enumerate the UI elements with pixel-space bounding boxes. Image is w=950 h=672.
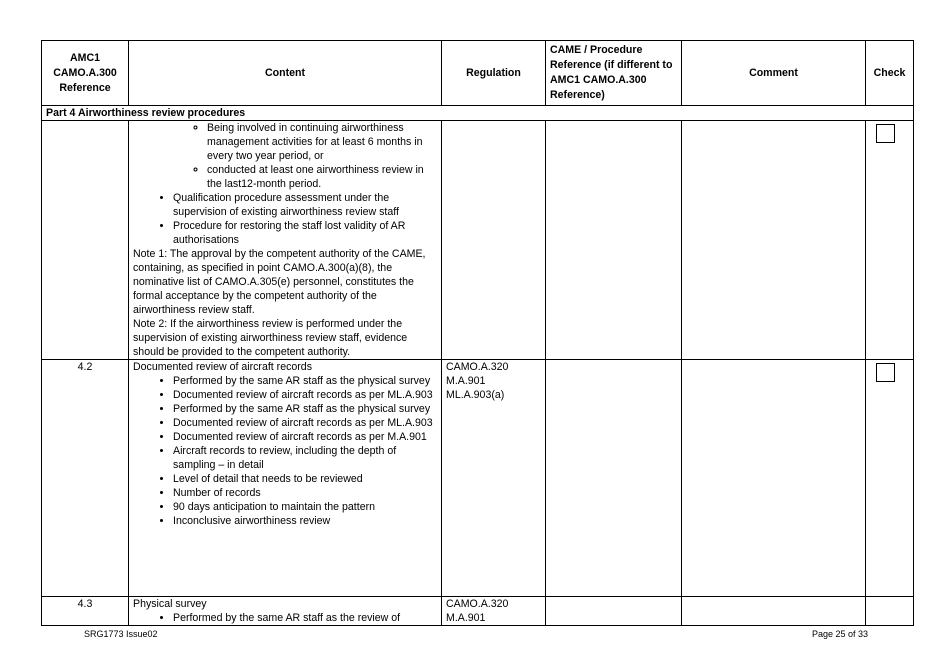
- note-1: Note 1: The approval by the competent authority of the CAME, containing, as specified in point CAMO.A.300(a)(8), the nominative list of CAMO.A.305(e) personnel, constitutes the formal acceptance by the competent authority of the airworthiness review staff.: [133, 248, 426, 316]
- section-row: [42, 106, 914, 121]
- header-regulation: Regulation: [442, 41, 546, 106]
- row-comment: [682, 121, 866, 360]
- table-row: [42, 597, 914, 626]
- list-item: • Aircraft records to review, including the depth of sampling – in detail: [173, 444, 437, 472]
- check-checkbox[interactable]: [876, 124, 895, 143]
- bullet-list: [133, 611, 437, 625]
- check-checkbox[interactable]: [876, 363, 895, 382]
- row-check: [866, 597, 914, 626]
- list-item: • Inconclusive airworthiness review: [173, 514, 437, 528]
- list-item: • Performed by the same AR staff as the physical survey: [173, 374, 437, 388]
- note-2: Note 2: If the airworthiness review is performed under the supervision of existing airworthiness review staff, evidence should be provided to the competent authority.: [133, 318, 408, 358]
- row-content: [129, 360, 442, 597]
- regulation-ref: CAMO.A.320: [446, 361, 509, 373]
- regulation-ref: M.A.901: [446, 375, 486, 387]
- review-checklist-table: [41, 40, 914, 626]
- list-item: • Level of detail that needs to be reviewed: [173, 472, 437, 486]
- row-came-reference: [546, 121, 682, 360]
- table-header-row: [42, 41, 914, 106]
- list-item: ◦ Being involved in continuing airworthiness management activities for at least 6 months in every two year period, or: [207, 121, 437, 163]
- header-check: Check: [866, 41, 914, 106]
- list-item: • Qualification procedure assessment under the supervision of existing airworthiness review staff: [173, 191, 437, 219]
- row-comment: [682, 597, 866, 626]
- list-item: • Performed by the same AR staff as the physical survey: [173, 402, 437, 416]
- row-regulation: [442, 121, 546, 360]
- row-title: Physical survey: [133, 598, 207, 610]
- row-came-reference: [546, 597, 682, 626]
- list-item: • Performed by the same AR staff as the review of: [173, 611, 437, 625]
- row-check: [866, 121, 914, 360]
- list-item: • Documented review of aircraft records as per ML.A.903: [173, 416, 437, 430]
- table-row: [42, 360, 914, 597]
- row-comment: [682, 360, 866, 597]
- row-content: [129, 597, 442, 626]
- sub-list: [133, 121, 437, 191]
- row-regulation: [442, 597, 546, 626]
- regulation-ref: M.A.901: [446, 612, 486, 624]
- list-item: • Number of records: [173, 486, 437, 500]
- list-item: • 90 days anticipation to maintain the pattern: [173, 500, 437, 514]
- table-row: [42, 121, 914, 360]
- list-item: • Documented review of aircraft records as per M.A.901: [173, 430, 437, 444]
- row-regulation: [442, 360, 546, 597]
- header-reference: AMC1 CAMO.A.300 Reference: [42, 41, 129, 106]
- footer-page-number: Page 25 of 33: [812, 629, 869, 639]
- list-item: • Documented review of aircraft records as per ML.A.903: [173, 388, 437, 402]
- row-reference: [42, 121, 129, 360]
- row-reference: 4.3: [42, 597, 129, 626]
- row-reference: 4.2: [42, 360, 129, 597]
- section-title: Part 4 Airworthiness review procedures: [42, 106, 914, 121]
- row-came-reference: [546, 360, 682, 597]
- header-came-reference: CAME / Procedure Reference (if different to AMC1 CAMO.A.300 Reference): [546, 41, 682, 106]
- list-item: • Procedure for restoring the staff lost validity of AR authorisations: [173, 219, 437, 247]
- row-title: Documented review of aircraft records: [133, 361, 312, 373]
- footer-document-id: SRG1773 Issue02: [84, 629, 158, 639]
- header-content: Content: [129, 41, 442, 106]
- row-check: [866, 360, 914, 597]
- row-content: [129, 121, 442, 360]
- regulation-ref: ML.A.903(a): [446, 389, 505, 401]
- header-comment: Comment: [682, 41, 866, 106]
- bullet-list: [133, 374, 437, 528]
- list-item: ◦ conducted at least one airworthiness review in the last12-month period.: [207, 163, 437, 191]
- regulation-ref: CAMO.A.320: [446, 598, 509, 610]
- bullet-list: [133, 191, 437, 247]
